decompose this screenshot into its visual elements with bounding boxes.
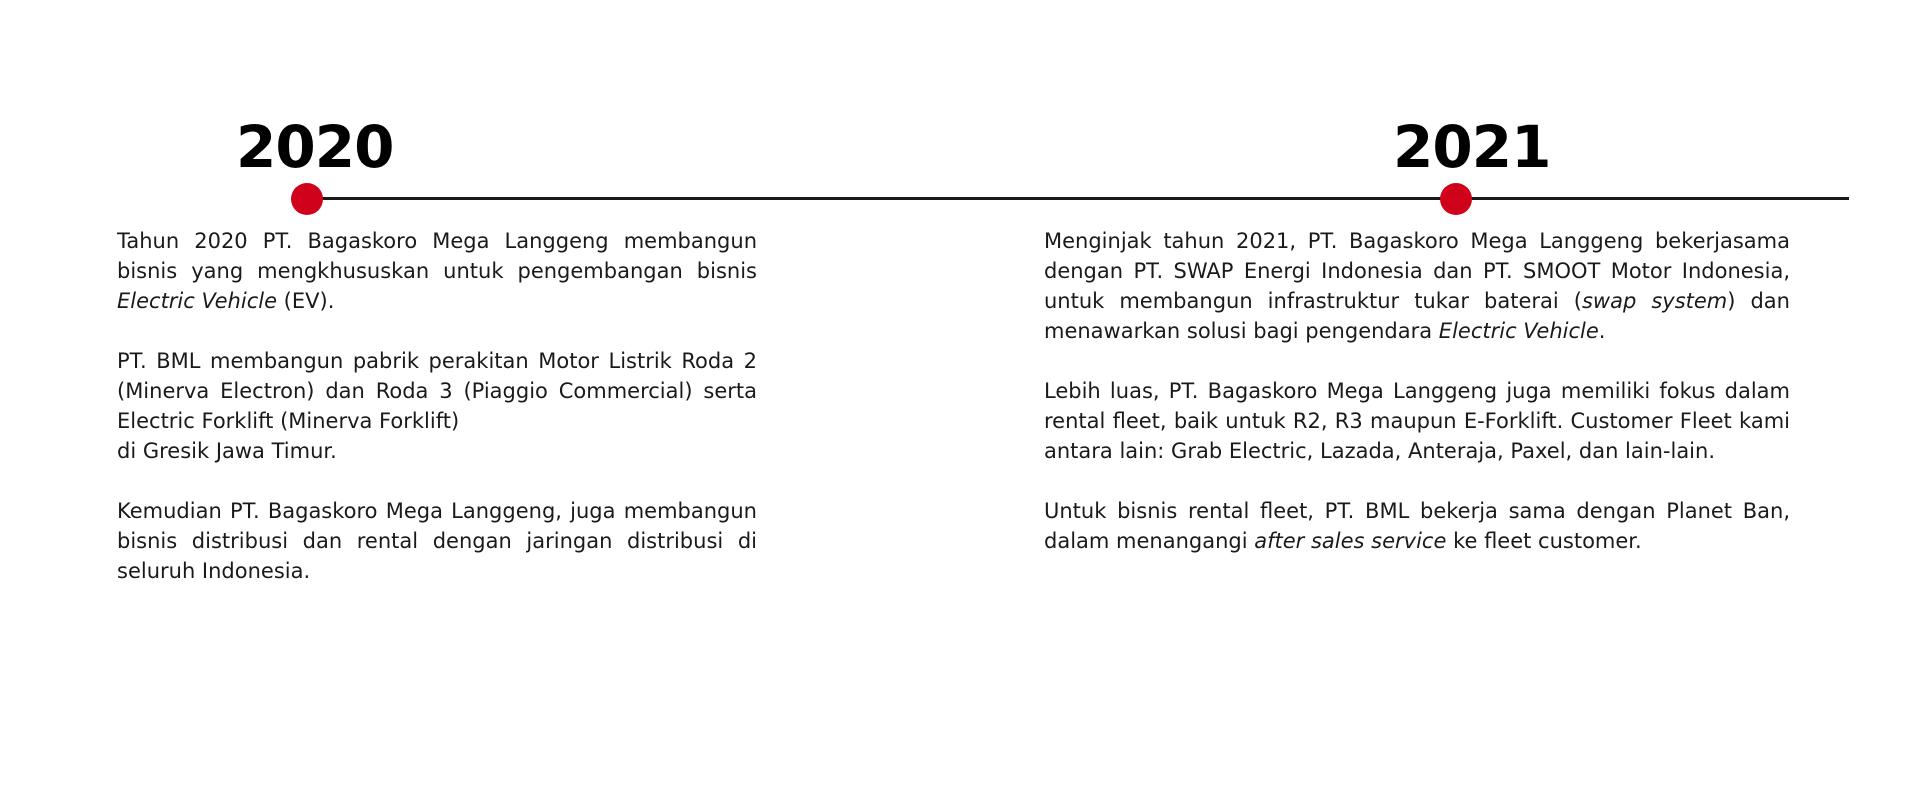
timeline-line <box>306 197 1849 200</box>
description-2020 <box>117 226 757 586</box>
text-segment: Untuk bisnis rental fleet, PT. BML bekerja sama dengan Planet Ban, dalam menangangi <box>1044 499 1790 553</box>
text-emphasis: after sales service <box>1254 529 1447 553</box>
text-segment: Tahun 2020 PT. Bagaskoro Mega Langgeng membangun bisnis yang mengkhususkan untuk pengembangan bisnis <box>117 229 757 283</box>
text-emphasis: Electric Vehicle <box>117 289 277 313</box>
paragraph-2020-1 <box>117 226 757 316</box>
paragraph-2021-3 <box>1044 496 1790 556</box>
text-emphasis: Electric Vehicle <box>1438 319 1599 343</box>
paragraph-2020-2 <box>117 346 757 466</box>
text-segment: PT. BML membangun pabrik perakitan Motor Listrik Roda 2 (Minerva Electron) dan Roda 3 (Piaggio Commercial) serta Electric Forklift (Minerva Forklift) <box>117 349 757 433</box>
text-segment: Menginjak tahun 2021, PT. Bagaskoro Mega Langgeng bekerjasama dengan PT. SWAP Energi Indonesia dan PT. SMOOT Motor Indonesia, untuk membangun infrastruktur tukar baterai ( <box>1044 229 1790 313</box>
paragraph-2021-2: Lebih luas, PT. Bagaskoro Mega Langgeng juga memiliki fokus dalam rental fleet, baik untuk R2, R3 maupun E-Forklift. Customer Fleet kami antara lain: Grab Electric, Lazada, Anteraja, Paxel, dan lain-lain. <box>1044 379 1790 463</box>
text-segment: di Gresik Jawa Timur. <box>117 439 337 463</box>
text-segment: (EV). <box>277 289 335 313</box>
description-2021 <box>1044 226 1790 556</box>
paragraph-2020-3: Kemudian PT. Bagaskoro Mega Langgeng, juga membangun bisnis distribusi dan rental dengan jaringan distribusi di seluruh Indonesia. <box>117 499 757 583</box>
text-emphasis: swap system <box>1581 289 1728 313</box>
timeline-marker-2020 <box>291 183 323 215</box>
text-segment: . <box>1598 319 1606 343</box>
year-heading-2020: 2020 <box>236 113 394 181</box>
text-segment: ke fleet customer. <box>1446 529 1642 553</box>
text-segment: ) dan menawarkan solusi bagi pengendara <box>1044 289 1790 343</box>
timeline-marker-2021 <box>1440 183 1472 215</box>
year-heading-2021: 2021 <box>1393 113 1551 181</box>
paragraph-2021-1 <box>1044 226 1790 346</box>
